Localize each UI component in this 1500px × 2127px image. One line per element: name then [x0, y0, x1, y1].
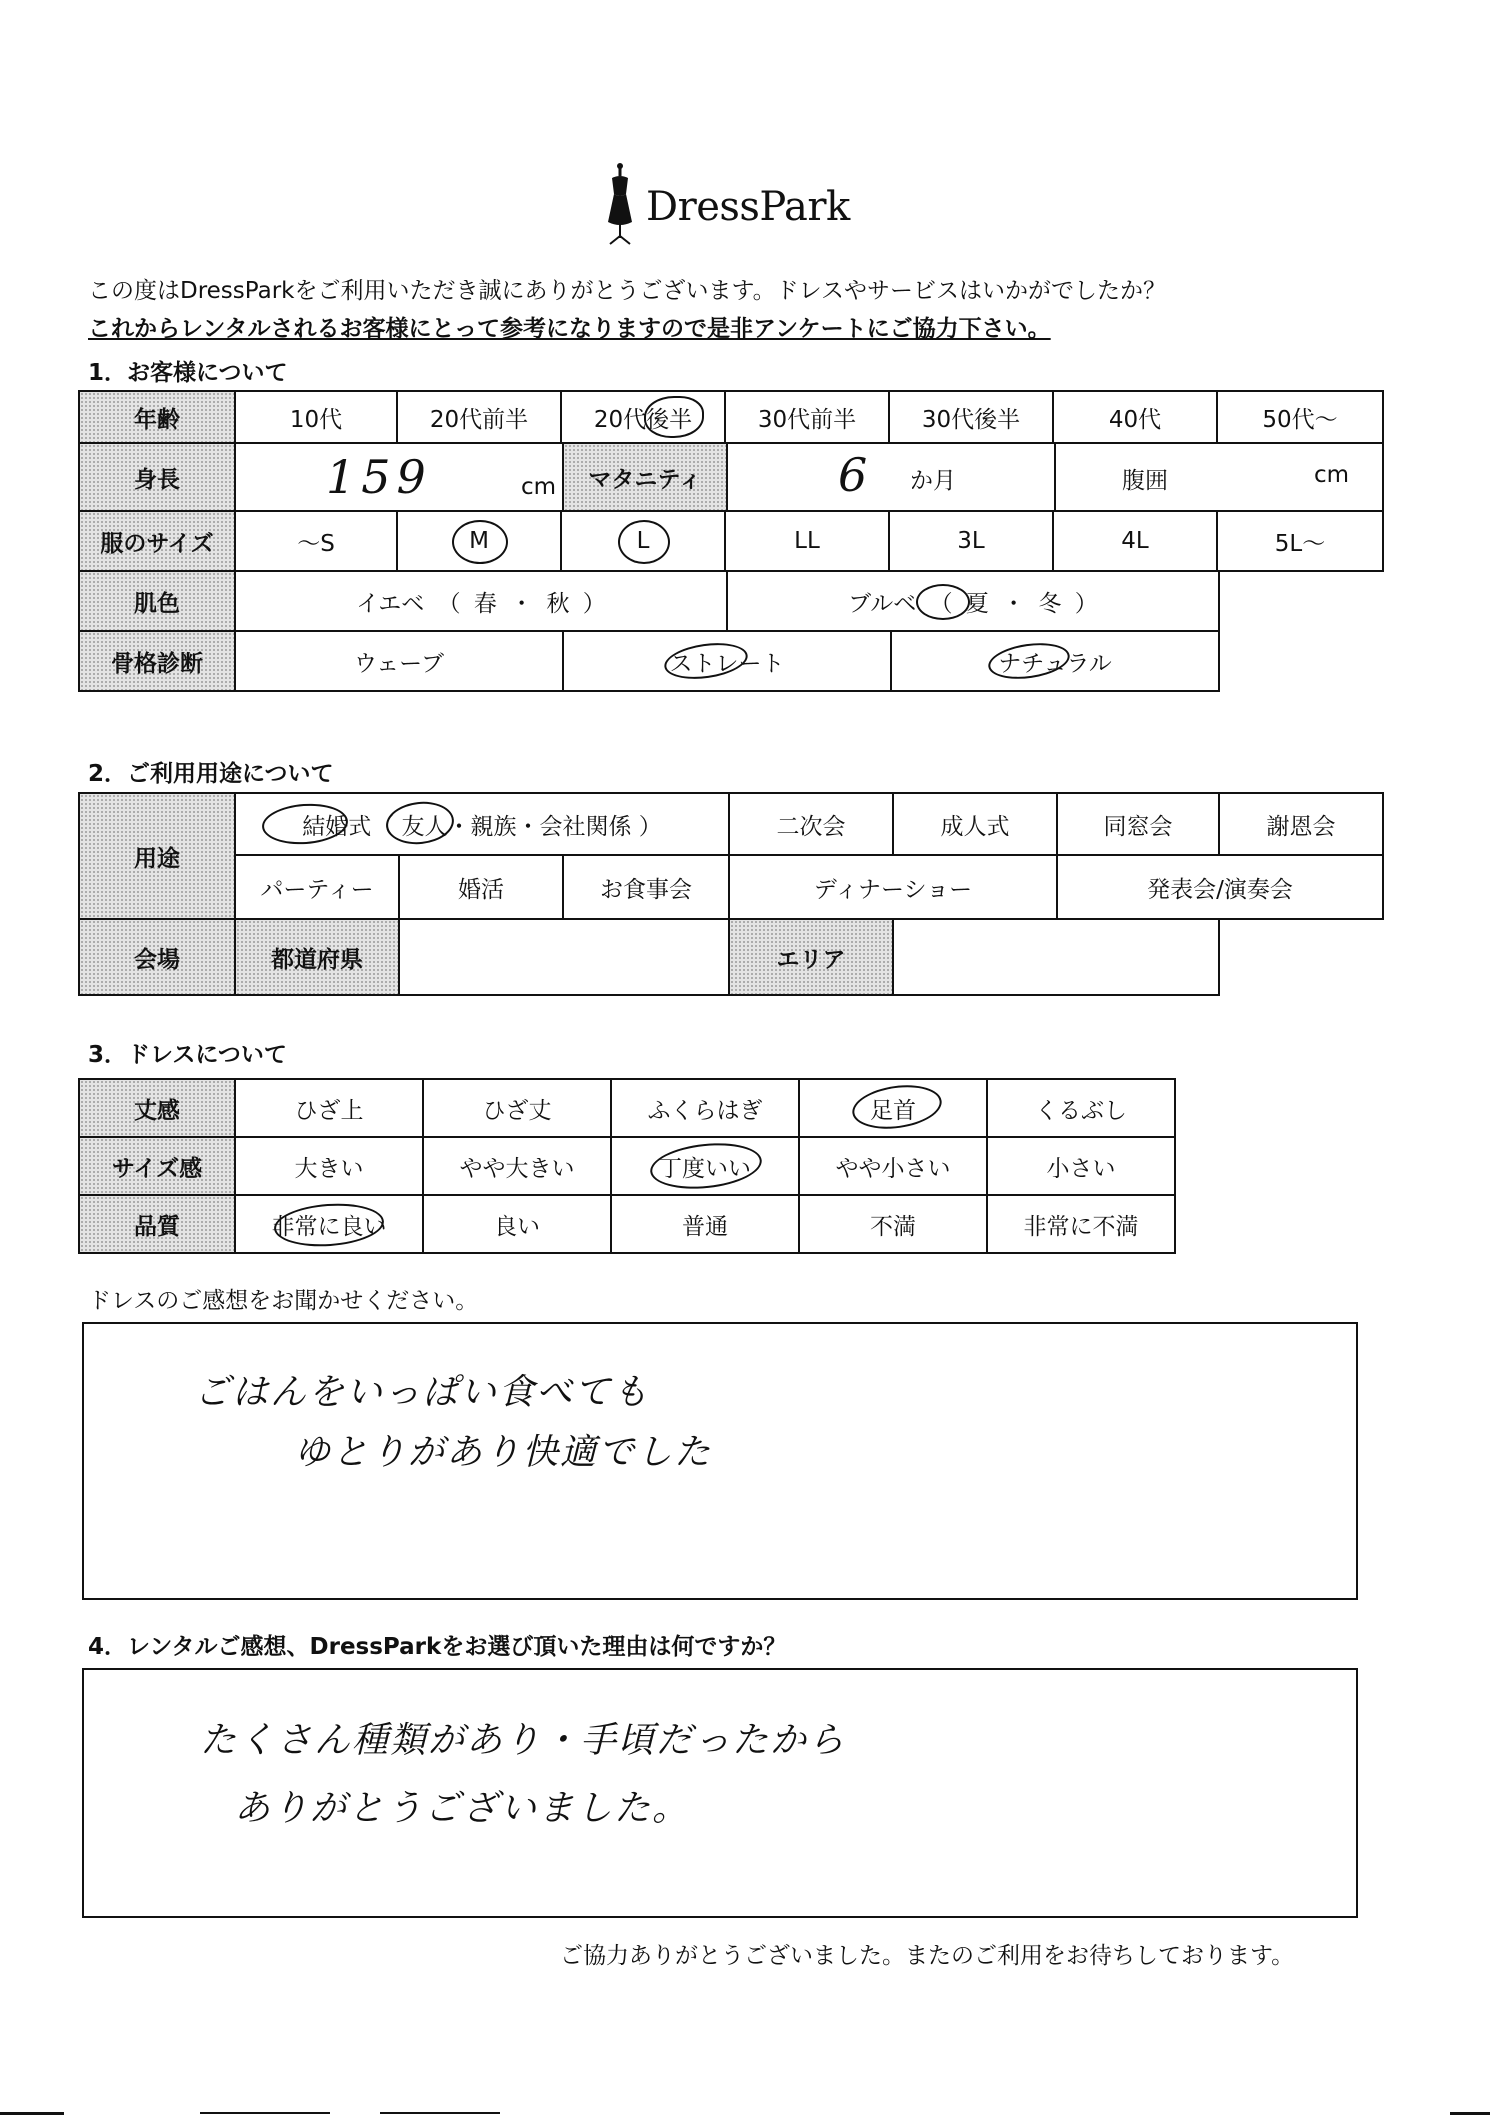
maternity-unit: か月 — [910, 468, 956, 494]
usage-option[interactable]: パーティー — [234, 854, 400, 920]
customer-info-table — [78, 390, 1384, 720]
area-label: エリア — [728, 918, 894, 996]
scan-artifact — [380, 2112, 500, 2114]
age-option-selected[interactable]: 20代後半 — [560, 390, 726, 444]
age-option[interactable]: 10代 — [234, 390, 398, 444]
size-option-selected[interactable]: M — [396, 510, 562, 572]
fit-header: サイズ感 — [78, 1136, 236, 1196]
quality-option-selected[interactable]: 非常に良い — [234, 1194, 424, 1254]
quality-option[interactable]: 非常に不満 — [986, 1194, 1176, 1254]
height-unit: cm — [520, 474, 556, 500]
usage-option[interactable]: 同窓会 — [1056, 792, 1220, 856]
quality-header: 品質 — [78, 1194, 236, 1254]
frame-option-selected[interactable]: ストレート — [562, 630, 892, 692]
section-3-title: 3．ドレスについて — [88, 1042, 287, 1068]
scan-artifact — [1450, 2112, 1490, 2115]
quality-option[interactable]: 良い — [422, 1194, 612, 1254]
age-option[interactable]: 50代～ — [1216, 390, 1384, 444]
size-option[interactable]: LL — [724, 510, 890, 572]
section-1-title: 1．お客様について — [88, 360, 288, 386]
venue-header: 会場 — [78, 918, 236, 996]
skin-blue-option[interactable]: ブルベ （ 夏 ・ 冬 ） — [726, 570, 1220, 632]
frame-option[interactable]: ウェーブ — [234, 630, 564, 692]
length-option[interactable]: ひざ丈 — [422, 1078, 612, 1138]
area-field[interactable] — [892, 918, 1220, 996]
height-field[interactable] — [234, 442, 564, 512]
usage-option[interactable]: 謝恩会 — [1218, 792, 1384, 856]
size-option-selected[interactable]: L — [560, 510, 726, 572]
quality-option[interactable]: 不満 — [798, 1194, 988, 1254]
skin-yellow-option[interactable]: イエベ （ 春 ・ 秋 ） — [234, 570, 728, 632]
waist-label: 腹囲 — [1122, 468, 1168, 494]
waist-field[interactable] — [1054, 442, 1384, 512]
dress-comment-box[interactable] — [82, 1322, 1358, 1600]
handwritten-comment-line: ゆとりがあり快適でした — [294, 1432, 713, 1473]
fit-option[interactable]: 大きい — [234, 1136, 424, 1196]
dress-comment-prompt: ドレスのご感想をお聞かせください。 — [88, 1288, 479, 1314]
wedding-option[interactable]: 結婚式（ 友人・親族・会社関係 ） — [234, 792, 730, 856]
age-option[interactable]: 20代前半 — [396, 390, 562, 444]
fit-option[interactable]: やや大きい — [422, 1136, 612, 1196]
frame-header: 骨格診断 — [78, 630, 236, 692]
size-option[interactable]: 5L～ — [1216, 510, 1384, 572]
intro-line-1: この度はDressParkをご利用いただき誠にありがとうございます。ドレスやサービスはいかがでしたか？ — [88, 278, 1166, 304]
intro-line-2: これからレンタルされるお客様にとって参考になりますので是非アンケートにご協力下さい。 — [88, 316, 1051, 342]
usage-table — [78, 792, 1384, 1002]
height-header: 身長 — [78, 442, 236, 512]
maternity-header: マタニティ — [562, 442, 728, 512]
prefecture-label: 都道府県 — [234, 918, 400, 996]
usage-option[interactable]: ディナーショー — [728, 854, 1058, 920]
length-option[interactable]: ひざ上 — [234, 1078, 424, 1138]
length-option-selected[interactable]: 足首 — [798, 1078, 988, 1138]
fit-option[interactable]: 小さい — [986, 1136, 1176, 1196]
fit-option-selected[interactable]: 丁度いい — [610, 1136, 800, 1196]
height-value: 159 — [326, 450, 432, 504]
frame-option-selected[interactable]: ナチュラル — [890, 630, 1220, 692]
skin-header: 肌色 — [78, 570, 236, 632]
section-4-title: 4．レンタルご感想、DressParkをお選び頂いた理由は何ですか？ — [88, 1634, 787, 1660]
section-2-title: 2．ご利用用途について — [88, 761, 334, 787]
dress-rating-table — [78, 1078, 1178, 1254]
dress-form-icon — [600, 160, 640, 252]
scan-artifact — [0, 2112, 64, 2115]
age-option[interactable]: 40代 — [1052, 390, 1218, 444]
prefecture-field[interactable] — [398, 918, 730, 996]
handwritten-comment-line: たくさん種類があり・手頃だったから — [200, 1720, 847, 1761]
age-header: 年齢 — [78, 390, 236, 444]
handwritten-comment-line: ごはんをいっぱい食べても — [194, 1372, 651, 1413]
length-header: 丈感 — [78, 1078, 236, 1138]
maternity-value: 6 — [838, 448, 868, 502]
quality-option[interactable]: 普通 — [610, 1194, 800, 1254]
reason-comment-box[interactable] — [82, 1668, 1358, 1918]
logo-text: DressPark — [646, 184, 850, 230]
size-option[interactable]: 4L — [1052, 510, 1218, 572]
size-header: 服のサイズ — [78, 510, 236, 572]
dresspark-logo — [600, 160, 850, 252]
length-option[interactable]: くるぶし — [986, 1078, 1176, 1138]
maternity-field[interactable] — [726, 442, 1056, 512]
usage-option[interactable]: 婚活 — [398, 854, 564, 920]
usage-option[interactable]: 二次会 — [728, 792, 894, 856]
usage-option[interactable]: お食事会 — [562, 854, 730, 920]
scan-artifact — [200, 2112, 330, 2114]
age-option[interactable]: 30代前半 — [724, 390, 890, 444]
size-option[interactable]: 3L — [888, 510, 1054, 572]
fit-option[interactable]: やや小さい — [798, 1136, 988, 1196]
usage-header: 用途 — [78, 792, 236, 920]
size-option[interactable]: ～S — [234, 510, 398, 572]
age-option[interactable]: 30代後半 — [888, 390, 1054, 444]
waist-unit: cm — [1314, 462, 1350, 488]
usage-option[interactable]: 発表会/演奏会 — [1056, 854, 1384, 920]
handwritten-comment-line: ありがとうございました。 — [234, 1788, 691, 1829]
footer-thanks: ご協力ありがとうございました。またのご利用をお待ちしております。 — [560, 1943, 1295, 1969]
length-option[interactable]: ふくらはぎ — [610, 1078, 800, 1138]
usage-option[interactable]: 成人式 — [892, 792, 1058, 856]
